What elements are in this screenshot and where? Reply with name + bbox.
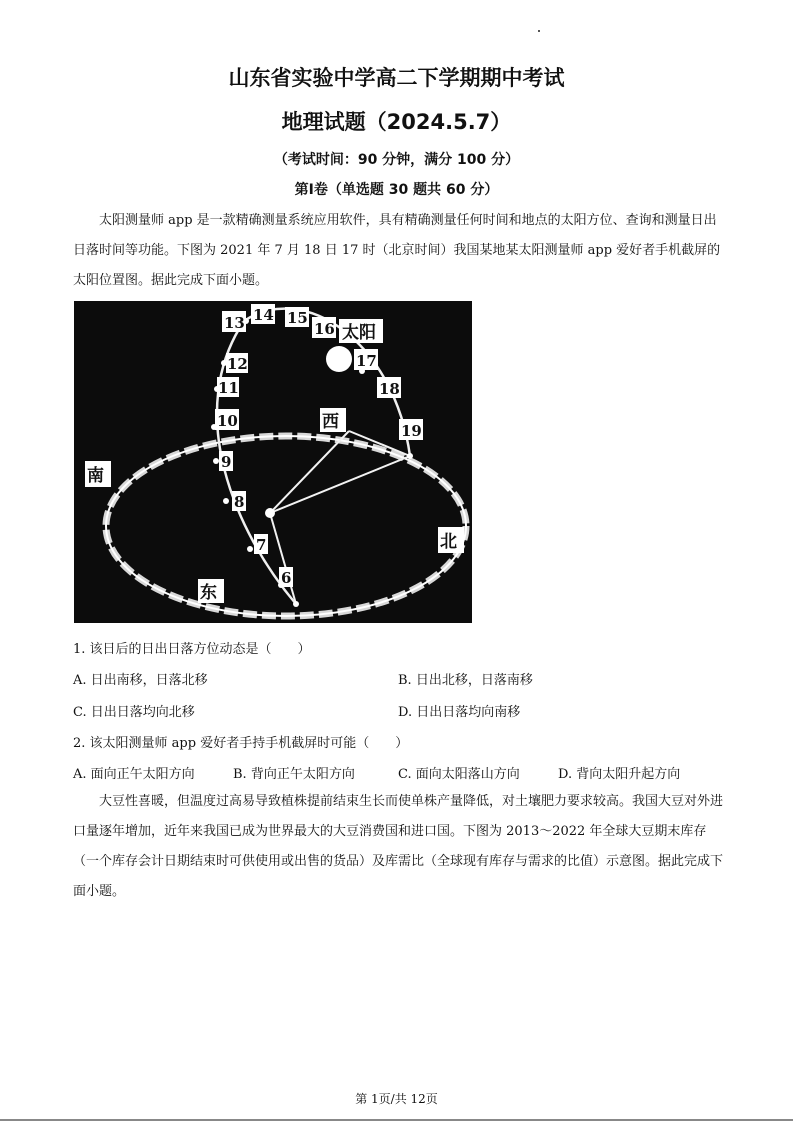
line-to-west [270, 431, 349, 513]
exam-subtitle: 地理试题（2024.5.7） [281, 110, 512, 134]
line-to-sunrise [270, 513, 296, 604]
hour-label-15: 15 [287, 309, 308, 327]
hour-label-14: 14 [253, 306, 274, 324]
line-to-sunset [270, 456, 410, 513]
hour-label-8: 8 [234, 493, 245, 511]
direction-north: 北 [440, 532, 457, 552]
horizon-ring [106, 436, 466, 616]
sun-icon [326, 346, 352, 372]
hour-label-13: 13 [224, 314, 245, 332]
sun-label: 太阳 [342, 323, 376, 343]
question-1-option-c: C. 日出日落均向北移 [73, 705, 195, 720]
sun-path-arc [217, 309, 410, 604]
question-2-option-b: B. 背向正午太阳方向 [233, 767, 355, 782]
sun-position-figure [74, 301, 472, 623]
scan-dot [538, 30, 540, 32]
hour-label-6: 6 [281, 569, 292, 587]
question-1-stem: 1. 该日后的日出日落方位动态是（ ） [73, 642, 311, 657]
hour-label-9: 9 [221, 453, 232, 471]
hour-label-17: 17 [356, 352, 377, 370]
page-footer: 第 1页/共 12页 [355, 1092, 438, 1106]
sun-path-diagram [74, 301, 472, 623]
question-2-option-d: D. 背向太阳升起方向 [558, 767, 681, 782]
hour-label-16: 16 [314, 320, 335, 338]
hour-label-19: 19 [401, 422, 422, 440]
question-2-option-c: C. 面向太阳落山方向 [398, 767, 520, 782]
question-1-option-d: D. 日出日落均向南移 [398, 705, 521, 720]
direction-west: 西 [322, 412, 339, 432]
question-1-option-b: B. 日出北移，日落南移 [398, 673, 533, 688]
question-1-option-a: A. 日出南移，日落北移 [73, 673, 208, 688]
exam-info: （考试时间：90 分钟，满分 100 分） [273, 152, 520, 168]
observer-point [265, 508, 275, 518]
hour-label-18: 18 [379, 380, 400, 398]
question-2-stem: 2. 该太阳测量师 app 爱好者手持手机截屏时可能（ ） [73, 736, 409, 751]
question-2-option-a: A. 面向正午太阳方向 [73, 767, 195, 782]
direction-south: 南 [87, 466, 104, 486]
exam-title: 山东省实验中学高二下学期期中考试 [228, 66, 565, 90]
page-bottom-border [0, 1119, 793, 1121]
direction-east: 东 [200, 583, 217, 603]
hour-label-11: 11 [218, 379, 239, 397]
intro-paragraph-1: 太阳测量师 app 是一款精确测量系统应用软件，具有精确测量任何时间和地点的太阳方位、查询和测量日出日落时间等功能。下图为 2021 年 7 月 18 日 17 时（北京时间）我国某地某太阳测量师 app 爱好者手机截屏的太阳位置图。据此完成下面小题。 [73, 213, 721, 288]
hour-label-12: 12 [227, 355, 248, 373]
hour-label-7: 7 [256, 536, 267, 554]
intro-paragraph-2: 大豆性喜暖，但温度过高易导致植株提前结束生长而使单株产量降低，对土壤肥力要求较高。我国大豆对外进口量逐年增加，近年来我国已成为世界最大的大豆消费国和进口国。下图为 2013～2022 年全球大豆期末库存（一个库存会计日期结束时可供使用或出售的货品）及库需比（全球现有库存与需求的比值）示意图。据此完成下面小题。 [73, 794, 724, 899]
section-heading: 第Ⅰ卷（单选题 30 题共 60 分） [294, 182, 499, 198]
hour-label-10: 10 [217, 412, 238, 430]
